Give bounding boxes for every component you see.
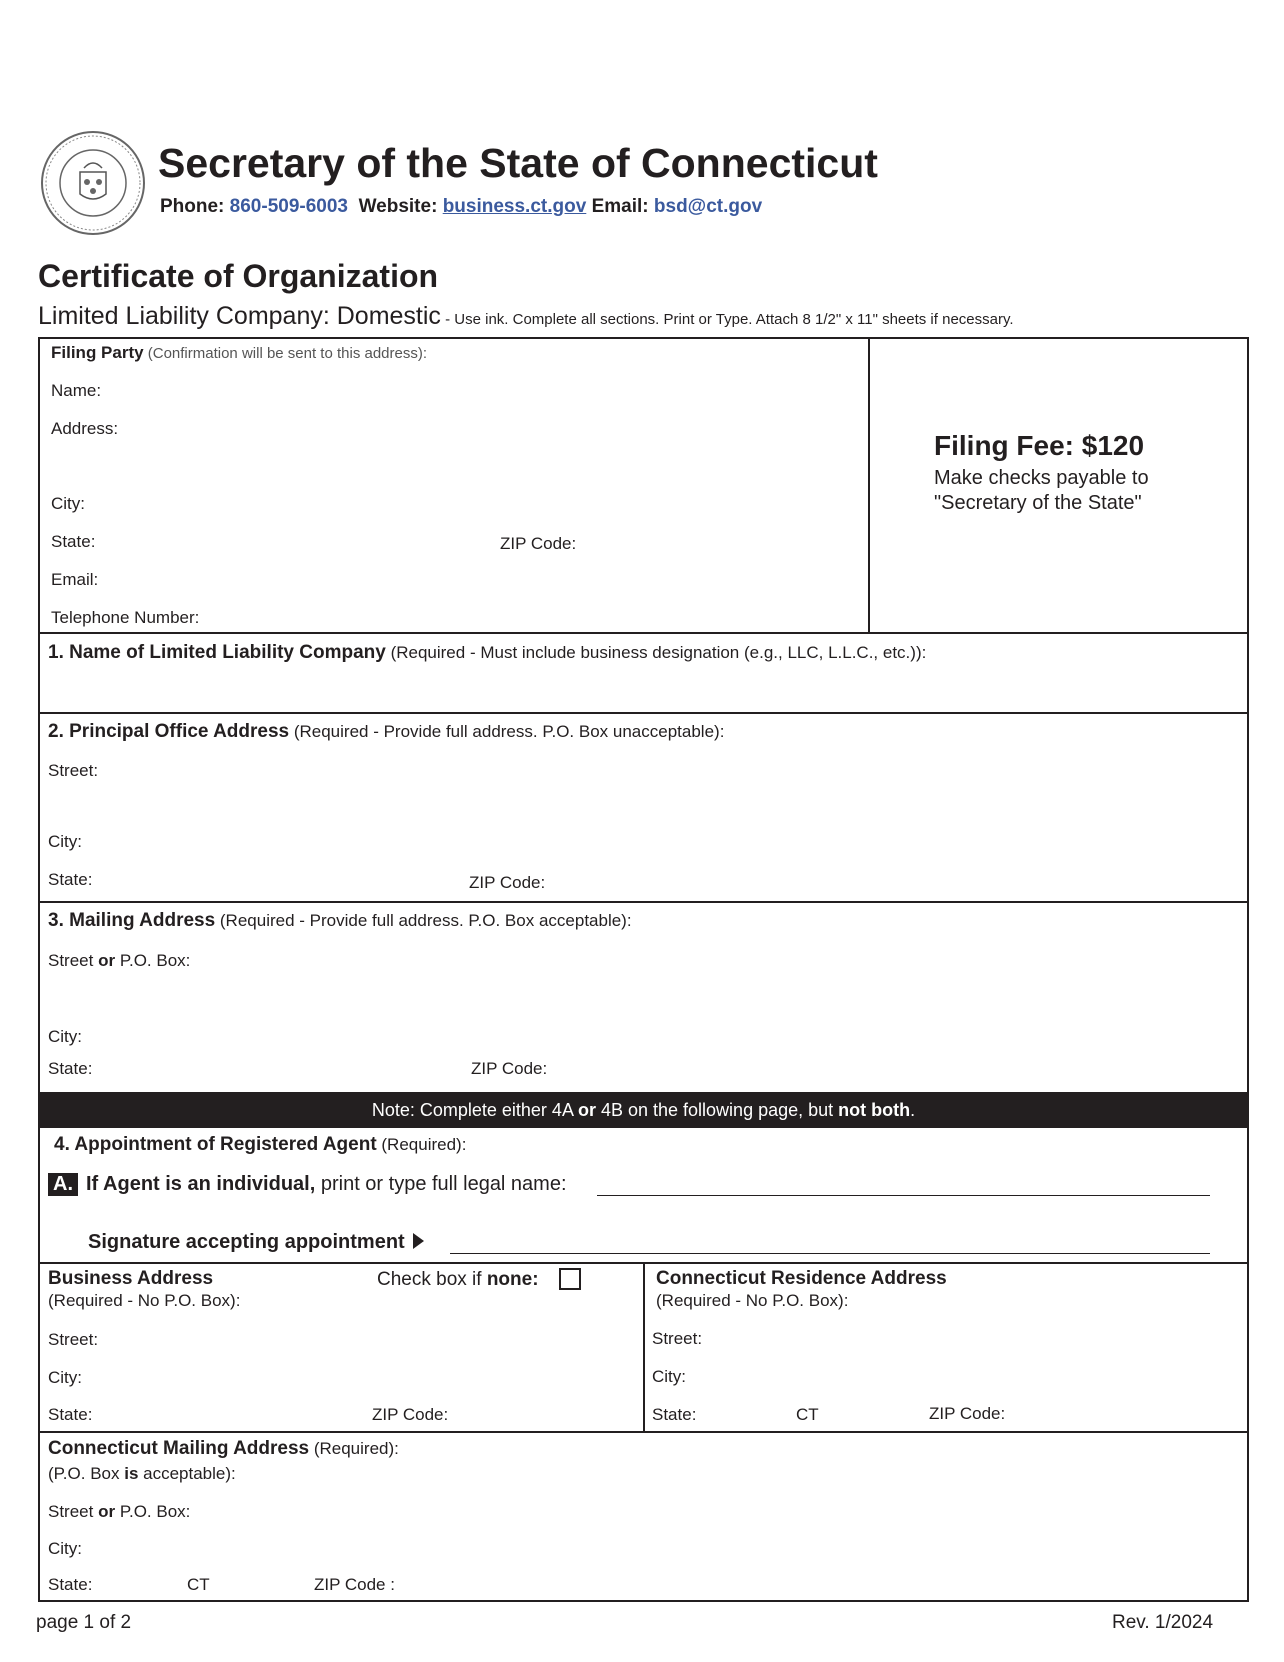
principal-state-field[interactable]: State: <box>48 870 93 889</box>
email-link[interactable]: bsd@ct.gov <box>653 196 763 217</box>
agent-individual-label: If Agent is an individual, <box>86 1173 316 1195</box>
principal-street-field[interactable]: Street: <box>48 761 99 780</box>
business-none-label <box>377 1269 539 1291</box>
business-address-heading: Business Address <box>48 1268 214 1289</box>
agent-individual-row <box>48 1173 567 1196</box>
note-bar <box>38 1092 1249 1128</box>
agent-individual-instructions: print or type full legal name: <box>315 1173 567 1195</box>
section-2-title: 2. Principal Office Address <box>48 721 290 742</box>
filing-party-name-field[interactable]: Name: <box>51 381 102 400</box>
filing-fee-note-2: "Secretary of the State" <box>934 492 1142 514</box>
signature-row <box>88 1231 424 1254</box>
section-3-title: 3. Mailing Address <box>48 910 216 931</box>
ct-mailing-note-b: acceptable): <box>138 1464 236 1483</box>
filing-party-city-field[interactable]: City: <box>51 494 85 513</box>
ct-residence-state-field[interactable]: State: <box>652 1405 697 1424</box>
ct-mailing-street-field[interactable] <box>48 1502 190 1522</box>
principal-zip-field[interactable]: ZIP Code: <box>469 873 546 892</box>
principal-city-field[interactable]: City: <box>48 832 82 851</box>
form-instructions: - Use ink. Complete all sections. Print or Type. Attach 8 1/2" x 11" sheets if necessary. <box>440 311 1014 328</box>
business-state-field[interactable]: State: <box>48 1405 93 1424</box>
mailing-street-label-a: Street <box>48 951 99 970</box>
note-text-b: 4B on the following page, but <box>595 1100 839 1120</box>
section-divider-5 <box>38 1431 1249 1433</box>
business-none-label-b: none: <box>486 1269 539 1290</box>
section-4-title: 4. Appointment of Registered Agent <box>54 1134 377 1155</box>
mailing-state-field[interactable]: State: <box>48 1059 93 1078</box>
section-4-heading <box>54 1134 466 1156</box>
section-4-note: (Required): <box>376 1135 467 1154</box>
email-label: Email: <box>591 196 649 217</box>
section-divider-2 <box>38 712 1249 714</box>
form-title: Certificate of Organization <box>38 258 439 294</box>
page-number: page 1 of 2 <box>36 1612 132 1633</box>
note-text-end: . <box>910 1100 916 1120</box>
business-address-note: (Required - No P.O. Box): <box>48 1291 241 1310</box>
filing-party-zip-field[interactable]: ZIP Code: <box>500 534 577 553</box>
filing-party-title: Filing Party <box>51 343 144 362</box>
filing-fee-title: Filing Fee: $120 <box>934 430 1145 461</box>
filing-party-state-field[interactable]: State: <box>51 532 96 551</box>
section-2-heading <box>48 721 724 743</box>
signature-label: Signature accepting appointment <box>88 1231 405 1253</box>
ct-mailing-state-field[interactable]: State: <box>48 1575 93 1594</box>
ct-mailing-zip-field[interactable]: ZIP Code : <box>314 1575 395 1594</box>
ct-residence-street-field[interactable]: Street: <box>652 1329 703 1348</box>
mailing-street-label-or: or <box>98 951 116 970</box>
filing-fee-divider <box>868 337 870 633</box>
filing-party-email-field[interactable]: Email: <box>51 570 99 589</box>
ct-mailing-note-a: (P.O. Box <box>48 1464 125 1483</box>
phone-label: Phone: <box>160 196 225 217</box>
note-text-or: or <box>577 1100 596 1120</box>
mailing-zip-field[interactable]: ZIP Code: <box>471 1059 548 1078</box>
agent-address-divider <box>643 1262 645 1432</box>
ct-mailing-city-field[interactable]: City: <box>48 1539 82 1558</box>
ct-residence-state-value: CT <box>796 1405 819 1424</box>
agent-name-line[interactable] <box>597 1195 1210 1196</box>
form-subtitle-text: Limited Liability Company: Domestic <box>38 302 441 330</box>
filing-party-telephone-field[interactable]: Telephone Number: <box>51 608 200 627</box>
ct-mailing-heading <box>48 1438 399 1460</box>
phone-number[interactable]: 860-509-6003 <box>229 196 348 217</box>
business-none-checkbox[interactable] <box>559 1268 581 1290</box>
ct-residence-heading: Connecticut Residence Address <box>656 1268 947 1289</box>
business-zip-field[interactable]: ZIP Code: <box>372 1405 449 1424</box>
form-subtitle <box>38 302 1014 331</box>
arrow-right-icon <box>413 1233 424 1249</box>
contact-line <box>160 196 762 218</box>
signature-line[interactable] <box>450 1253 1210 1254</box>
ct-residence-zip-field[interactable]: ZIP Code: <box>929 1404 1006 1423</box>
filing-party-address-field[interactable]: Address: <box>51 419 119 438</box>
agency-name: Secretary of the State of Connecticut <box>158 140 878 186</box>
website-label: Website: <box>358 196 438 217</box>
ct-mailing-required: (Required): <box>309 1439 399 1458</box>
ct-mailing-note <box>48 1464 236 1484</box>
ct-residence-city-field[interactable]: City: <box>652 1367 686 1386</box>
note-text-a: Note: Complete either 4A <box>371 1100 578 1120</box>
business-street-field[interactable]: Street: <box>48 1330 99 1349</box>
section-1-note: (Required - Must include business designation (e.g., LLC, L.L.C., etc.)): <box>385 643 927 662</box>
section-1-title: 1. Name of Limited Liability Company <box>48 642 386 663</box>
mailing-street-field[interactable] <box>48 951 190 971</box>
ct-mailing-note-is: is <box>124 1464 139 1483</box>
website-link[interactable]: business.ct.gov <box>442 196 587 217</box>
mailing-city-field[interactable]: City: <box>48 1027 82 1046</box>
ct-residence-note: (Required - No P.O. Box): <box>656 1291 849 1310</box>
ct-mailing-title: Connecticut Mailing Address <box>48 1438 310 1459</box>
option-a-badge: A. <box>48 1173 78 1196</box>
mailing-street-label-b: P.O. Box: <box>115 951 191 970</box>
section-3-note: (Required - Provide full address. P.O. Box acceptable): <box>215 911 632 930</box>
section-divider-1 <box>38 632 1249 634</box>
section-1-heading <box>48 642 926 664</box>
note-text-not-both: not both <box>838 1100 911 1120</box>
business-none-label-a: Check box if <box>377 1269 487 1290</box>
business-city-field[interactable]: City: <box>48 1368 82 1387</box>
ct-mailing-state-value: CT <box>187 1575 210 1594</box>
ct-mailing-street-or: or <box>98 1502 116 1521</box>
revision-label: Rev. 1/2024 <box>1112 1612 1214 1633</box>
filing-party-heading <box>51 343 427 363</box>
filing-party-note: (Confirmation will be sent to this address): <box>143 345 428 362</box>
ct-mailing-street-b: P.O. Box: <box>115 1502 191 1521</box>
filing-fee-note-1: Make checks payable to <box>934 467 1149 489</box>
section-2-note: (Required - Provide full address. P.O. Box unacceptable): <box>289 722 725 741</box>
section-divider-3 <box>38 901 1249 903</box>
ct-mailing-street-a: Street <box>48 1502 99 1521</box>
section-3-heading <box>48 910 632 932</box>
state-seal <box>40 130 146 236</box>
